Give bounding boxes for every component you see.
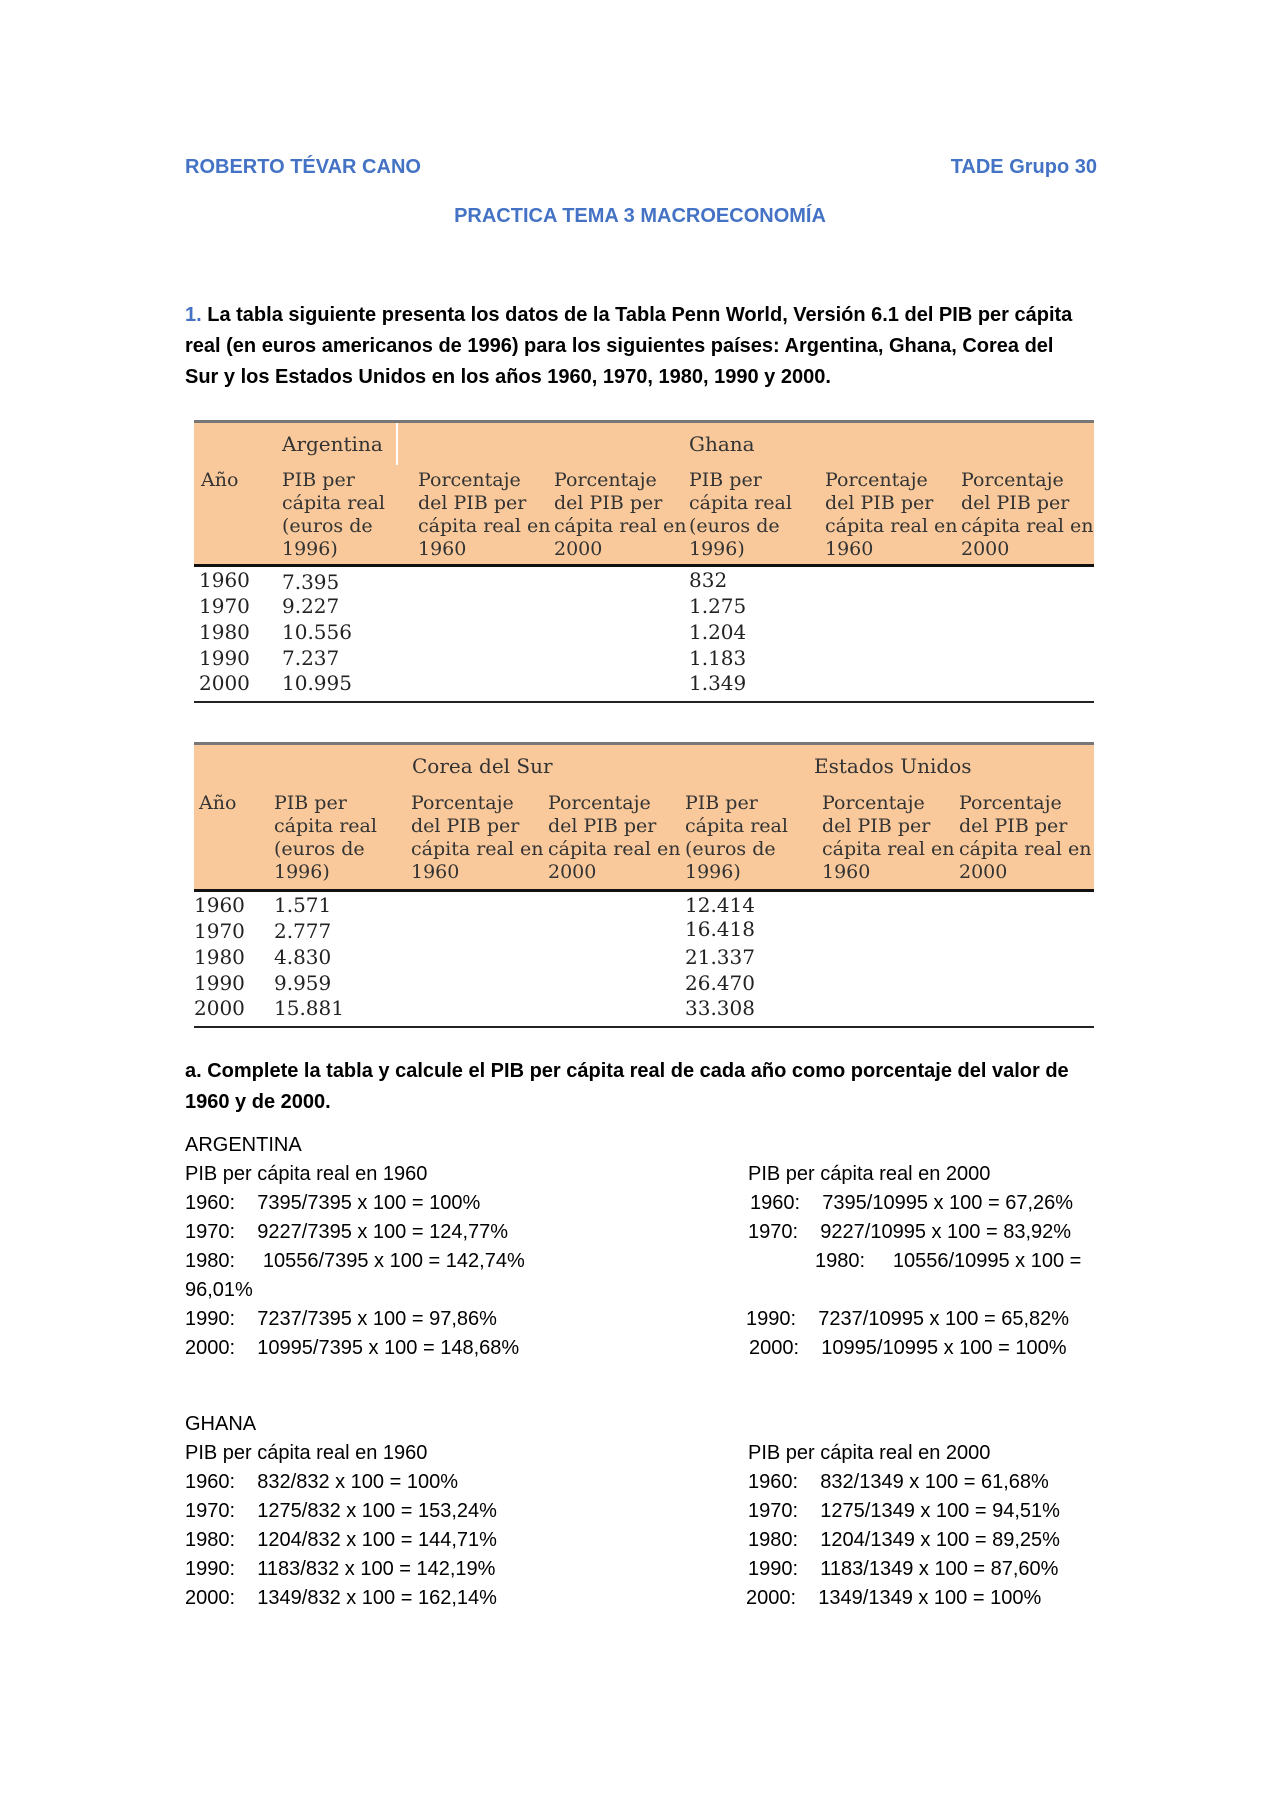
cell-value: 7.237 — [282, 646, 340, 670]
col-pct1960-b: Porcentaje del PIB per cápita real en 1960 — [825, 469, 958, 560]
group-label: TADE Grupo 30 — [950, 156, 1097, 178]
calc-line: 1980: 10556/7395 x 100 = 142,74% — [185, 1250, 525, 1272]
cell-value: 1.349 — [689, 671, 747, 695]
question-1 — [185, 300, 1105, 393]
col-pib-b: PIB per cápita real (euros de 1996) — [689, 469, 792, 560]
cell-value: 9.227 — [282, 594, 340, 618]
calc-line: 1970: 9227/10995 x 100 = 83,92% — [748, 1221, 1072, 1243]
calc-line: 1960: 832/832 x 100 = 100% — [185, 1471, 458, 1493]
calc-line: 1990: 7237/10995 x 100 = 65,82% — [746, 1308, 1070, 1330]
group-argentina: Argentina — [282, 432, 383, 456]
col-year: Año — [201, 469, 239, 491]
calc-line: 1980: 1204/832 x 100 = 144,71% — [185, 1529, 497, 1551]
question-a — [185, 1056, 1125, 1118]
question-text-2: real (en euros americanos de 1996) para los siguientes países: Argentina, Ghana, Corea del — [185, 335, 1054, 357]
calc-line: 1960: 7395/10995 x 100 = 67,26% — [750, 1192, 1074, 1214]
col-pct2000-a: Porcentaje del PIB per cápita real en 2000 — [548, 792, 681, 883]
cell-value: 7.395 — [282, 570, 340, 594]
table-row: 1990 — [199, 646, 250, 670]
calc-line: 1980: 1204/1349 x 100 = 89,25% — [748, 1529, 1060, 1551]
question-a-line2: 1960 y de 2000. — [185, 1091, 331, 1113]
col-pib-a: PIB per cápita real (euros de 1996) — [274, 792, 377, 883]
table-row: 1980 — [199, 620, 250, 644]
cell-value: 16.418 — [685, 917, 755, 941]
calc-line: 96,01% — [185, 1279, 253, 1301]
table-header-band — [194, 745, 1094, 890]
calc-line: 1960: 7395/7395 x 100 = 100% — [185, 1192, 481, 1214]
page-title: PRACTICA TEMA 3 MACROECONOMÍA — [454, 205, 826, 227]
ghana-title: GHANA — [185, 1413, 257, 1435]
table-header-band — [194, 423, 1094, 565]
cell-value: 1.571 — [274, 893, 332, 917]
table-row: 2000 — [199, 671, 250, 695]
col-pct2000-b: Porcentaje del PIB per cápita real en 2000 — [961, 469, 1094, 560]
cell-value: 1.204 — [689, 620, 747, 644]
group-eeuu: Estados Unidos — [814, 754, 972, 778]
cell-value: 1.275 — [689, 594, 747, 618]
table-row: 1970 — [199, 594, 250, 618]
cell-value: 15.881 — [274, 996, 344, 1020]
calc-line: 2000: 10995/7395 x 100 = 148,68% — [185, 1337, 520, 1359]
calc-line: 1970: 1275/832 x 100 = 153,24% — [185, 1500, 497, 1522]
cell-value: 832 — [689, 568, 728, 592]
argentina-right-header: PIB per cápita real en 2000 — [748, 1163, 991, 1185]
calc-line: 2000: 1349/1349 x 100 = 100% — [746, 1587, 1042, 1609]
cell-value: 4.830 — [274, 945, 332, 969]
calc-line: 1990: 1183/832 x 100 = 142,19% — [185, 1558, 496, 1580]
calc-line: 1990: 1183/1349 x 100 = 87,60% — [748, 1558, 1059, 1580]
table-argentina-ghana — [194, 420, 1094, 705]
cell-value: 10.995 — [282, 671, 352, 695]
table-corea-eeuu — [194, 742, 1094, 1032]
col-pct1960-b: Porcentaje del PIB per cápita real en 1960 — [822, 792, 955, 883]
ghana-left-header: PIB per cápita real en 1960 — [185, 1442, 428, 1464]
col-pct1960-a: Porcentaje del PIB per cápita real en 1960 — [411, 792, 544, 883]
col-pib-b: PIB per cápita real (euros de 1996) — [685, 792, 788, 883]
col-pct1960-a: Porcentaje del PIB per cápita real en 1960 — [418, 469, 551, 560]
calc-line: 1980: 10556/10995 x 100 = — [815, 1250, 1082, 1272]
cell-value: 2.777 — [274, 919, 332, 943]
group-ghana: Ghana — [689, 432, 755, 456]
cell-value: 10.556 — [282, 620, 352, 644]
calc-line: 2000: 10995/10995 x 100 = 100% — [749, 1337, 1067, 1359]
table-row: 1970 — [194, 919, 245, 943]
question-text-1: La tabla siguiente presenta los datos de la Tabla Penn World, Versión 6.1 del PIB per cápita — [207, 304, 1073, 326]
calc-line: 2000: 1349/832 x 100 = 162,14% — [185, 1587, 497, 1609]
cell-value: 9.959 — [274, 971, 332, 995]
group-corea: Corea del Sur — [412, 754, 553, 778]
cell-value: 1.183 — [689, 646, 747, 670]
question-text-3: Sur y los Estados Unidos en los años 1960, 1970, 1980, 1990 y 2000. — [185, 366, 831, 388]
author-name: ROBERTO TÉVAR CANO — [185, 156, 421, 178]
calc-line: 1990: 7237/7395 x 100 = 97,86% — [185, 1308, 497, 1330]
table-row: 1960 — [194, 893, 245, 917]
argentina-title: ARGENTINA — [185, 1134, 302, 1156]
question-number: 1. — [185, 304, 202, 326]
table-row: 2000 — [194, 996, 245, 1020]
table-row: 1980 — [194, 945, 245, 969]
ghana-right-header: PIB per cápita real en 2000 — [748, 1442, 991, 1464]
calc-line: 1970: 9227/7395 x 100 = 124,77% — [185, 1221, 509, 1243]
col-pct2000-b: Porcentaje del PIB per cápita real en 2000 — [959, 792, 1092, 883]
calc-line: 1960: 832/1349 x 100 = 61,68% — [748, 1471, 1049, 1493]
table-row: 1960 — [199, 568, 250, 592]
cell-value: 26.470 — [685, 971, 755, 995]
col-pib-a: PIB per cápita real (euros de 1996) — [282, 469, 385, 560]
question-a-line1: a. Complete la tabla y calcule el PIB per cápita real de cada año como porcentaje del valor de — [185, 1060, 1069, 1082]
col-year: Año — [199, 792, 237, 814]
calc-line: 1970: 1275/1349 x 100 = 94,51% — [748, 1500, 1060, 1522]
cell-value: 12.414 — [685, 893, 755, 917]
argentina-left-header: PIB per cápita real en 1960 — [185, 1163, 428, 1185]
table-row: 1990 — [194, 971, 245, 995]
cell-value: 21.337 — [685, 945, 755, 969]
col-pct2000-a: Porcentaje del PIB per cápita real en 2000 — [554, 469, 687, 560]
cell-value: 33.308 — [685, 996, 755, 1020]
